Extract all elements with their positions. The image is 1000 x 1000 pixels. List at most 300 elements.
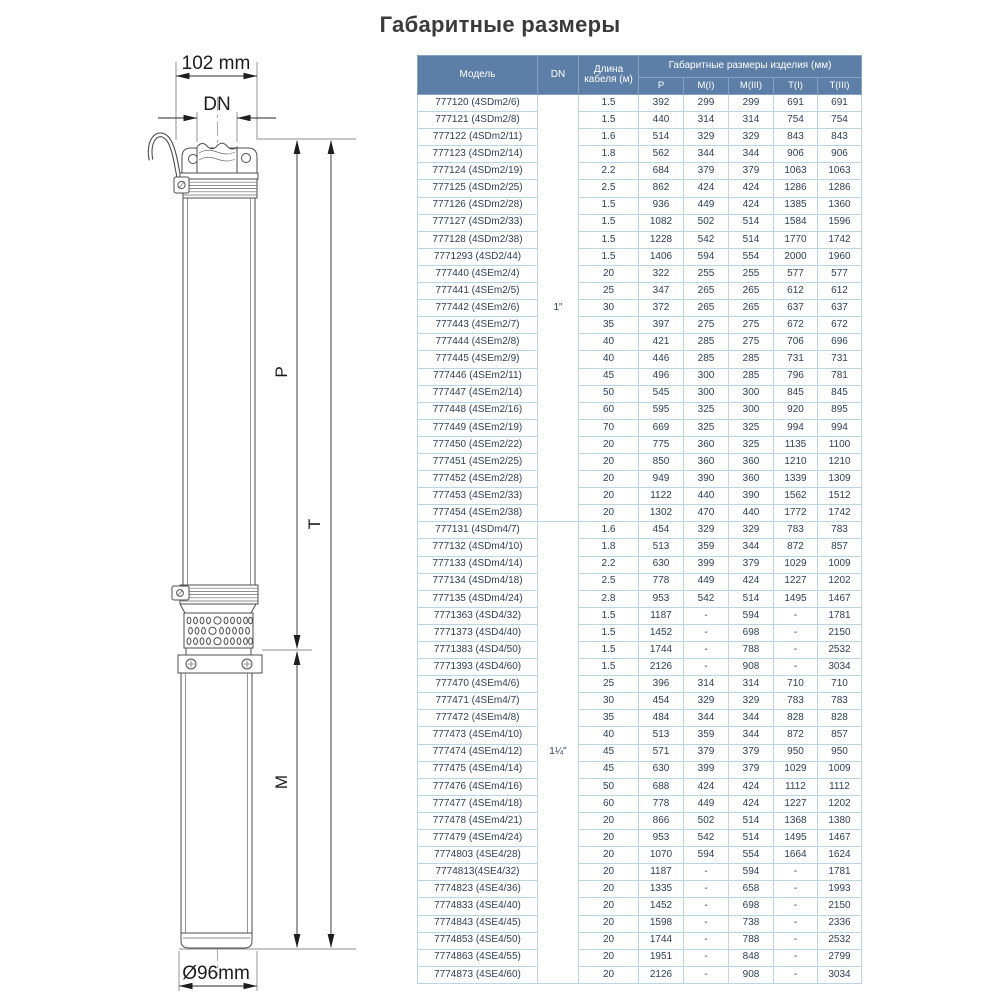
t3-cell: 2532 xyxy=(818,932,862,949)
m3-cell: 325 xyxy=(729,436,774,453)
table-row xyxy=(418,163,862,180)
t3-cell: 1781 xyxy=(818,607,862,624)
p-cell: 446 xyxy=(639,351,684,368)
cable-length-cell: 1.6 xyxy=(579,522,639,539)
table-row xyxy=(418,607,862,624)
t3-cell: 895 xyxy=(818,402,862,419)
col-header-dims-group: Габаритные размеры изделия (мм) xyxy=(639,56,862,78)
t1-cell: - xyxy=(774,881,818,898)
m-dimension-label: M xyxy=(272,774,291,790)
m3-cell: 344 xyxy=(729,710,774,727)
cable-length-cell: 40 xyxy=(579,351,639,368)
p-cell: 1187 xyxy=(639,864,684,881)
model-cell: 777454 (4SEm2/38) xyxy=(418,505,538,522)
m1-cell: 379 xyxy=(684,744,729,761)
cable-length-cell: 20 xyxy=(579,265,639,282)
t1-cell: 1227 xyxy=(774,795,818,812)
m1-cell: 399 xyxy=(684,761,729,778)
m3-cell: 440 xyxy=(729,505,774,522)
model-cell: 777446 (4SEm2/11) xyxy=(418,368,538,385)
m3-cell: 698 xyxy=(729,898,774,915)
m1-cell: 359 xyxy=(684,727,729,744)
col-header-tiii: T(III) xyxy=(818,78,862,95)
table-row xyxy=(418,146,862,163)
cable-length-cell: 40 xyxy=(579,727,639,744)
p-cell: 630 xyxy=(639,761,684,778)
model-cell: 777441 (4SEm2/5) xyxy=(418,283,538,300)
cable-length-cell: 1.5 xyxy=(579,112,639,129)
p-cell: 1122 xyxy=(639,488,684,505)
t3-cell: 1063 xyxy=(818,163,862,180)
table-row xyxy=(418,317,862,334)
m3-cell: 379 xyxy=(729,761,774,778)
t3-cell: 857 xyxy=(818,539,862,556)
m3-cell: 554 xyxy=(729,847,774,864)
t1-cell: 783 xyxy=(774,522,818,539)
head-plate xyxy=(180,173,258,179)
m1-cell: 314 xyxy=(684,676,729,693)
pump-stage-cylinder xyxy=(183,198,255,585)
m3-cell: 299 xyxy=(729,95,774,112)
table-row xyxy=(418,573,862,590)
t1-cell: 2000 xyxy=(774,248,818,265)
m3-cell: 514 xyxy=(729,214,774,231)
table-row xyxy=(418,881,862,898)
t3-cell: 1512 xyxy=(818,488,862,505)
table-row xyxy=(418,761,862,778)
table-row xyxy=(418,488,862,505)
dn-dimension-label: DN xyxy=(203,94,231,115)
cable-length-cell: 35 xyxy=(579,710,639,727)
p-cell: 684 xyxy=(639,163,684,180)
m3-cell: 514 xyxy=(729,231,774,248)
p-cell: 514 xyxy=(639,129,684,146)
p-cell: 630 xyxy=(639,556,684,573)
t3-cell: 3034 xyxy=(818,659,862,676)
model-cell: 7771363 (4SD4/32) xyxy=(418,607,538,624)
t1-cell: 754 xyxy=(774,112,818,129)
table-row xyxy=(418,351,862,368)
t1-cell: 920 xyxy=(774,402,818,419)
t3-cell: 2150 xyxy=(818,624,862,641)
t3-cell: 1742 xyxy=(818,505,862,522)
t1-cell: 1584 xyxy=(774,214,818,231)
page-title: Габаритные размеры xyxy=(379,12,621,37)
m3-cell: 424 xyxy=(729,180,774,197)
m1-cell: 449 xyxy=(684,573,729,590)
m1-cell: 449 xyxy=(684,795,729,812)
t3-cell: 577 xyxy=(818,265,862,282)
p-cell: 688 xyxy=(639,778,684,795)
cable-length-cell: 60 xyxy=(579,402,639,419)
m1-cell: 285 xyxy=(684,351,729,368)
m3-cell: 329 xyxy=(729,522,774,539)
dn-cell: 1¼" xyxy=(538,522,579,984)
table-row xyxy=(418,95,862,112)
m1-cell: - xyxy=(684,864,729,881)
model-cell: 7771293 (4SD2/44) xyxy=(418,248,538,265)
table-row xyxy=(418,129,862,146)
dn-cell: 1" xyxy=(538,95,579,522)
p-cell: 484 xyxy=(639,710,684,727)
p-cell: 1187 xyxy=(639,607,684,624)
t1-cell: 1562 xyxy=(774,488,818,505)
cable-length-cell: 20 xyxy=(579,488,639,505)
m1-cell: 300 xyxy=(684,368,729,385)
t3-cell: 1286 xyxy=(818,180,862,197)
table-row xyxy=(418,248,862,265)
model-cell: 7774853 (4SE4/50) xyxy=(418,932,538,949)
p-cell: 513 xyxy=(639,539,684,556)
table-row xyxy=(418,966,862,983)
cable-length-cell: 60 xyxy=(579,795,639,812)
cable-length-cell: 50 xyxy=(579,385,639,402)
table-row xyxy=(418,864,862,881)
pump-body xyxy=(150,135,262,948)
t3-cell: 1112 xyxy=(818,778,862,795)
col-header-miii: M(III) xyxy=(729,78,774,95)
m1-cell: 502 xyxy=(684,214,729,231)
table-row xyxy=(418,283,862,300)
table-row xyxy=(418,676,862,693)
taper-section xyxy=(180,604,256,613)
model-cell: 777453 (4SEm2/33) xyxy=(418,488,538,505)
m3-cell: 698 xyxy=(729,624,774,641)
p-cell: 862 xyxy=(639,180,684,197)
model-cell: 777476 (4SEm4/16) xyxy=(418,778,538,795)
model-cell: 777445 (4SEm2/9) xyxy=(418,351,538,368)
t3-cell: 1960 xyxy=(818,248,862,265)
m1-cell: - xyxy=(684,932,729,949)
p-cell: 347 xyxy=(639,283,684,300)
table-row xyxy=(418,505,862,522)
cable-length-cell: 20 xyxy=(579,812,639,829)
col-header-ti: T(I) xyxy=(774,78,818,95)
model-cell: 7774833 (4SE4/40) xyxy=(418,898,538,915)
t3-cell: 1380 xyxy=(818,812,862,829)
m1-cell: 275 xyxy=(684,317,729,334)
t1-cell: 706 xyxy=(774,334,818,351)
model-cell: 777479 (4SEm4/24) xyxy=(418,830,538,847)
m3-cell: 314 xyxy=(729,112,774,129)
cable-length-cell: 1.5 xyxy=(579,231,639,248)
t3-cell: 731 xyxy=(818,351,862,368)
p-cell: 953 xyxy=(639,590,684,607)
cable-length-cell: 20 xyxy=(579,966,639,983)
model-cell: 777472 (4SEm4/8) xyxy=(418,710,538,727)
t3-cell: 1467 xyxy=(818,590,862,607)
m3-cell: 514 xyxy=(729,812,774,829)
p-cell: 454 xyxy=(639,522,684,539)
model-cell: 777474 (4SEm4/12) xyxy=(418,744,538,761)
t1-cell: 1063 xyxy=(774,163,818,180)
m3-cell: 275 xyxy=(729,317,774,334)
t1-cell: - xyxy=(774,624,818,641)
model-cell: 7771393 (4SD4/60) xyxy=(418,659,538,676)
t1-cell: - xyxy=(774,659,818,676)
m1-cell: 594 xyxy=(684,847,729,864)
cable-length-cell: 45 xyxy=(579,744,639,761)
p-cell: 372 xyxy=(639,300,684,317)
m1-cell: 470 xyxy=(684,505,729,522)
t3-cell: 3034 xyxy=(818,966,862,983)
t3-cell: 1781 xyxy=(818,864,862,881)
table-header xyxy=(418,56,862,95)
t1-cell: 950 xyxy=(774,744,818,761)
p-cell: 440 xyxy=(639,112,684,129)
m3-cell: 360 xyxy=(729,453,774,470)
p-cell: 1951 xyxy=(639,949,684,966)
table-row xyxy=(418,419,862,436)
m1-cell: - xyxy=(684,642,729,659)
m3-cell: 908 xyxy=(729,966,774,983)
t1-cell: - xyxy=(774,898,818,915)
t3-cell: 1100 xyxy=(818,436,862,453)
m1-cell: - xyxy=(684,966,729,983)
model-cell: 7774823 (4SE4/36) xyxy=(418,881,538,898)
table-row xyxy=(418,471,862,488)
t3-cell: 754 xyxy=(818,112,862,129)
m1-cell: - xyxy=(684,881,729,898)
m1-cell: 542 xyxy=(684,231,729,248)
t3-cell: 1360 xyxy=(818,197,862,214)
top-width-dimension-label: 102 mm xyxy=(181,53,251,74)
cable-clamp-lower xyxy=(172,586,189,600)
model-cell: 777444 (4SEm2/8) xyxy=(418,334,538,351)
t1-cell: - xyxy=(774,949,818,966)
t1-cell: - xyxy=(774,915,818,932)
t1-cell: 1770 xyxy=(774,231,818,248)
t3-cell: 1467 xyxy=(818,830,862,847)
p-cell: 1070 xyxy=(639,847,684,864)
m3-cell: 424 xyxy=(729,795,774,812)
model-cell: 777123 (4SDm2/14) xyxy=(418,146,538,163)
p-cell: 1744 xyxy=(639,932,684,949)
m3-cell: 255 xyxy=(729,265,774,282)
table-row xyxy=(418,812,862,829)
t3-cell: 2336 xyxy=(818,915,862,932)
cable-length-cell: 70 xyxy=(579,419,639,436)
p-cell: 1744 xyxy=(639,642,684,659)
t1-cell: - xyxy=(774,607,818,624)
table-row xyxy=(418,180,862,197)
cable-length-cell: 2.2 xyxy=(579,163,639,180)
t1-cell: 1029 xyxy=(774,761,818,778)
cable-length-cell: 35 xyxy=(579,317,639,334)
m1-cell: 360 xyxy=(684,453,729,470)
model-cell: 777471 (4SEm4/7) xyxy=(418,693,538,710)
t3-cell: 1210 xyxy=(818,453,862,470)
cable-length-cell: 2.8 xyxy=(579,590,639,607)
m1-cell: 440 xyxy=(684,488,729,505)
m1-cell: 424 xyxy=(684,778,729,795)
p-cell: 562 xyxy=(639,146,684,163)
t3-cell: 994 xyxy=(818,419,862,436)
t1-cell: 1664 xyxy=(774,847,818,864)
col-header-dn: DN xyxy=(538,56,579,95)
p-cell: 496 xyxy=(639,368,684,385)
m3-cell: 788 xyxy=(729,642,774,659)
p-cell: 571 xyxy=(639,744,684,761)
p-cell: 778 xyxy=(639,573,684,590)
table-row xyxy=(418,624,862,641)
cable-length-cell: 1.5 xyxy=(579,214,639,231)
col-header-model: Модель xyxy=(418,56,538,95)
table-row xyxy=(418,368,862,385)
model-cell: 777451 (4SEm2/25) xyxy=(418,453,538,470)
t1-cell: 783 xyxy=(774,693,818,710)
model-cell: 7771383 (4SD4/50) xyxy=(418,642,538,659)
m3-cell: 554 xyxy=(729,248,774,265)
table-row xyxy=(418,197,862,214)
table-row xyxy=(418,830,862,847)
table-row xyxy=(418,778,862,795)
m3-cell: 344 xyxy=(729,146,774,163)
model-cell: 777124 (4SDm2/19) xyxy=(418,163,538,180)
m1-cell: 359 xyxy=(684,539,729,556)
p-cell: 396 xyxy=(639,676,684,693)
t1-cell: - xyxy=(774,642,818,659)
m3-cell: 265 xyxy=(729,300,774,317)
cable-length-cell: 1.5 xyxy=(579,607,639,624)
cable-length-cell: 30 xyxy=(579,693,639,710)
t1-cell: 828 xyxy=(774,710,818,727)
p-cell: 850 xyxy=(639,453,684,470)
m3-cell: 594 xyxy=(729,864,774,881)
table-row xyxy=(418,556,862,573)
t3-cell: 781 xyxy=(818,368,862,385)
m1-cell: 542 xyxy=(684,830,729,847)
model-cell: 777449 (4SEm2/19) xyxy=(418,419,538,436)
model-cell: 7771373 (4SD4/40) xyxy=(418,624,538,641)
m1-cell: 390 xyxy=(684,471,729,488)
m3-cell: 314 xyxy=(729,676,774,693)
cable-length-cell: 2.5 xyxy=(579,573,639,590)
cable-length-cell: 20 xyxy=(579,915,639,932)
cable-length-cell: 50 xyxy=(579,778,639,795)
cable-length-cell: 1.6 xyxy=(579,129,639,146)
p-cell: 392 xyxy=(639,95,684,112)
m1-cell: - xyxy=(684,949,729,966)
m1-cell: 285 xyxy=(684,334,729,351)
m3-cell: 424 xyxy=(729,573,774,590)
t3-cell: 906 xyxy=(818,146,862,163)
cable-length-cell: 20 xyxy=(579,847,639,864)
m3-cell: 325 xyxy=(729,419,774,436)
col-header-p: P xyxy=(639,78,684,95)
m1-cell: - xyxy=(684,898,729,915)
m3-cell: 424 xyxy=(729,778,774,795)
t3-cell: 2150 xyxy=(818,898,862,915)
model-cell: 777452 (4SEm2/28) xyxy=(418,471,538,488)
p-cell: 936 xyxy=(639,197,684,214)
cable-length-cell: 25 xyxy=(579,283,639,300)
t3-cell: 783 xyxy=(818,693,862,710)
t3-cell: 845 xyxy=(818,385,862,402)
model-cell: 7774873 (4SE4/60) xyxy=(418,966,538,983)
p-cell: 1082 xyxy=(639,214,684,231)
cable-length-cell: 1.8 xyxy=(579,146,639,163)
table-row xyxy=(418,385,862,402)
cable-length-cell: 40 xyxy=(579,334,639,351)
pump-dimension-diagram xyxy=(100,40,400,1000)
t1-cell: 1135 xyxy=(774,436,818,453)
m1-cell: 594 xyxy=(684,248,729,265)
t3-cell: 637 xyxy=(818,300,862,317)
table-row xyxy=(418,727,862,744)
cable-length-cell: 2.2 xyxy=(579,556,639,573)
table-row xyxy=(418,898,862,915)
m1-cell: - xyxy=(684,607,729,624)
table-row xyxy=(418,539,862,556)
t3-cell: 612 xyxy=(818,283,862,300)
t1-cell: 1286 xyxy=(774,180,818,197)
t3-cell: 691 xyxy=(818,95,862,112)
model-cell: 7774843 (4SE4/45) xyxy=(418,915,538,932)
m3-cell: 658 xyxy=(729,881,774,898)
t1-cell: 906 xyxy=(774,146,818,163)
table-row xyxy=(418,932,862,949)
col-header-cable: Длина кабеля (м) xyxy=(579,56,639,95)
p-cell: 397 xyxy=(639,317,684,334)
p-cell: 2126 xyxy=(639,966,684,983)
table-row xyxy=(418,300,862,317)
p-cell: 1598 xyxy=(639,915,684,932)
t3-cell: 1309 xyxy=(818,471,862,488)
p-cell: 953 xyxy=(639,830,684,847)
m3-cell: 514 xyxy=(729,830,774,847)
m3-cell: 379 xyxy=(729,744,774,761)
cable-length-cell: 2.5 xyxy=(579,180,639,197)
m1-cell: 399 xyxy=(684,556,729,573)
m3-cell: 275 xyxy=(729,334,774,351)
t3-cell: 783 xyxy=(818,522,862,539)
cable-length-cell: 20 xyxy=(579,471,639,488)
t3-cell: 2799 xyxy=(818,949,862,966)
t3-cell: 1009 xyxy=(818,556,862,573)
p-cell: 669 xyxy=(639,419,684,436)
t1-cell: 1772 xyxy=(774,505,818,522)
table-row xyxy=(418,436,862,453)
m1-cell: 360 xyxy=(684,436,729,453)
m3-cell: 300 xyxy=(729,385,774,402)
t1-cell: 577 xyxy=(774,265,818,282)
t3-cell: 828 xyxy=(818,710,862,727)
p-cell: 778 xyxy=(639,795,684,812)
cable-length-cell: 1.5 xyxy=(579,248,639,265)
t1-cell: - xyxy=(774,864,818,881)
cable-length-cell: 20 xyxy=(579,864,639,881)
t3-cell: 1009 xyxy=(818,761,862,778)
t1-cell: 845 xyxy=(774,385,818,402)
t3-cell: 696 xyxy=(818,334,862,351)
p-cell: 1406 xyxy=(639,248,684,265)
p-cell: 1452 xyxy=(639,624,684,641)
table-row xyxy=(418,334,862,351)
p-cell: 454 xyxy=(639,693,684,710)
t1-cell: - xyxy=(774,932,818,949)
m3-cell: 514 xyxy=(729,590,774,607)
motor-cylinder xyxy=(181,673,252,933)
table-row xyxy=(418,590,862,607)
cable-length-cell: 1.5 xyxy=(579,95,639,112)
t3-cell: 1624 xyxy=(818,847,862,864)
cable-length-cell: 20 xyxy=(579,436,639,453)
model-cell: 777448 (4SEm2/16) xyxy=(418,402,538,419)
m3-cell: 848 xyxy=(729,949,774,966)
p-cell: 322 xyxy=(639,265,684,282)
cable-length-cell: 20 xyxy=(579,881,639,898)
